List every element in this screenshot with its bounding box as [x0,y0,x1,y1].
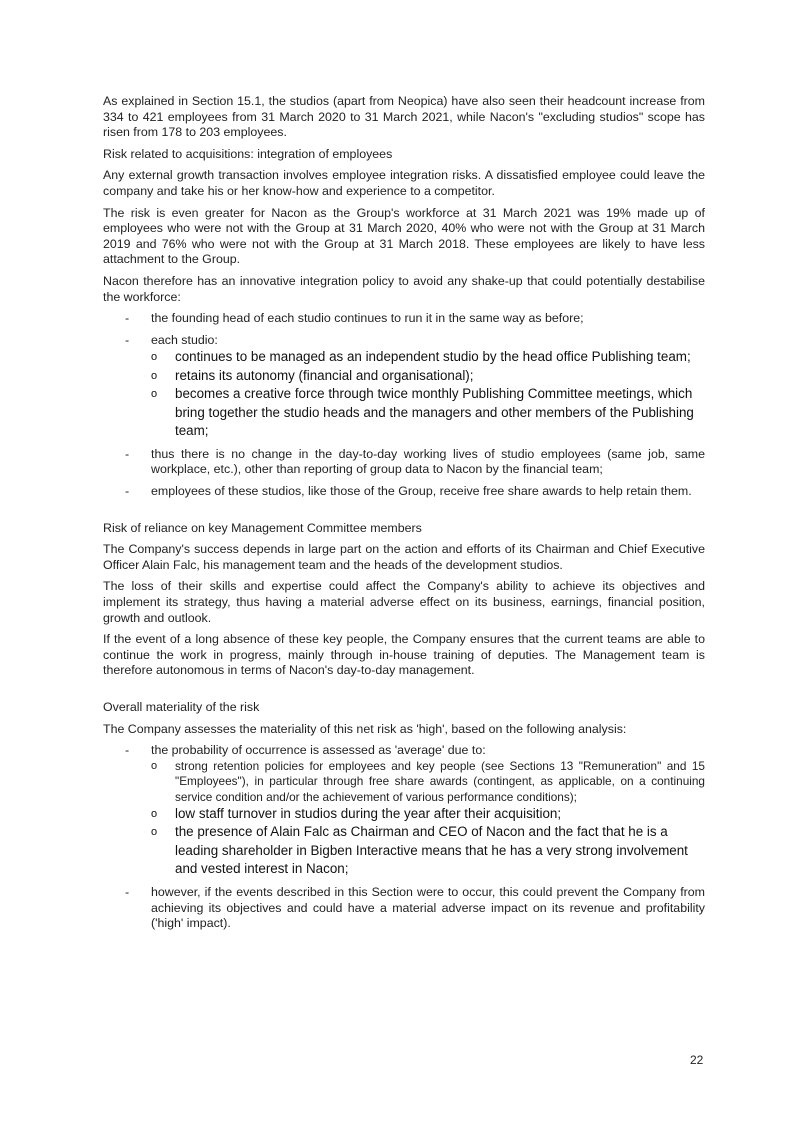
list-item: - employees of these studios, like those of the Group, receive free share awards to help retain them. [125,484,692,498]
paragraph-success: The Company's success depends in large part on the action and efforts of its Chairman and Chief Executive Officer Alain Falc, his management team and the heads of the development studios. [103,542,705,572]
spacer [103,506,705,521]
dash-bullet: - [125,332,130,347]
circle-bullet: o [151,369,158,382]
dash-bullet: - [125,884,130,899]
dash-bullet: - [125,311,130,326]
page-number: 22 [690,1053,704,1067]
paragraph-growth-risk: Any external growth transaction involves employee integration risks. A dissatisfied employee could leave the company and take his or her know-how and experience to a competitor. [103,168,705,198]
dash-bullet: - [125,446,130,461]
circle-bullet: o [151,388,158,401]
paragraph-loss: The loss of their skills and expertise could affect the Company's ability to achieve its objectives and implement its strategy, thus having a material adverse effect on its business, earnings, financial position, growth and outlook. [103,579,705,625]
circle-bullet: o [151,351,158,364]
sub-list-item: o continues to be managed as an independent studio by the head office Publishing team; [151,348,705,367]
heading-integration-risk: Risk related to acquisitions: integration of employees [103,146,393,161]
paragraph-integration-policy: Nacon therefore has an innovative integration policy to avoid any shake-up that could potentially destabilise the workforce: [103,273,705,304]
list-item: - each studio: o continues to be managed as an independent studio by the head office Publishing team; o retains its autonomy (financial and organisational); o becomes a creative force through twice monthly Publishing Committee meetings, which bring together the studio heads and the managers and other members of the Publishing team; [103,333,705,441]
list-item: - however, if the events described in this Section were to occur, this could prevent the Company from achieving its objectives and could have a material adverse impact on its revenue and profitability ('high' impact). [125,884,705,931]
dash-bullet: - [125,743,130,758]
materiality-list [103,743,705,932]
dash-bullet: - [125,484,130,498]
circle-bullet: o [151,807,158,820]
list-item: - the probability of occurrence is assessed as 'average' due to: o strong retention policies for employees and key people (see Sections 13 "Remuneration" and 15 "Employees"), in particular through free share awards (contingent, as applicable, on a continuing service condition and/or the achievement of various performance conditions); o low staff turnover in studios during the year after their acquisition; o the presence of Alain Falc as Chairman and CEO of Nacon and the fact that he is a leading shareholder in Bigben Interactive means that he has a very strong involvement and vested interest in Nacon; [103,743,705,879]
paragraph-absence: If the event of a long absence of these key people, the Company ensures that the current teams are able to continue the work in progress, mainly through in-house training of deputies. The Management team is therefore autonomous in terms of Nacon's day-to-day management. [103,632,705,678]
sub-list-item: o low staff turnover in studios during the year after their acquisition; [151,805,705,824]
integration-policy-list [103,311,705,499]
circle-bullet: o [151,759,158,772]
sub-list-item: o the presence of Alain Falc as Chairman and CEO of Nacon and the fact that he is a leading shareholder in Bigben Interactive means that he has a very strong involvement and vested interest in Nacon; [151,824,688,877]
studio-sublist [151,348,705,441]
paragraph-workforce: The risk is even greater for Nacon as the Group's workforce at 31 March 2021 was 19% made up of employees who were not with the Group at 31 March 2020, 40% who were not with the Group at 31 March 2019 and 76% who were not with the Group at 31 March 2018. These employees are likely to have less attachment to the Group. [103,205,705,267]
paragraph-headcount: As explained in Section 15.1, the studios (apart from Neopica) have also seen their headcount increase from 334 to 421 employees from 31 March 2020 to 31 March 2021, while Nacon's "excluding studios" scope has risen from 178 to 203 employees. [103,94,705,140]
sub-list-item: o strong retention policies for employees and key people (see Sections 13 "Remuneration" and 15 "Employees"), in particular through free share awards (contingent, as applicable, on a continuing service condition and/or the achievement of various performance conditions); [151,758,705,804]
sub-list-item: o retains its autonomy (financial and organisational); [151,367,705,386]
circle-bullet: o [151,826,158,839]
heading-overall-materiality: Overall materiality of the risk [103,699,260,714]
document-page [103,94,705,938]
list-item: - thus there is no change in the day-to-day working lives of studio employees (same job, same workplace, etc.), other than reporting of group data to Nacon by the financial team; [125,446,705,477]
heading-key-members-risk: Risk of reliance on key Management Committee members [103,520,422,535]
probability-sublist [151,759,705,879]
paragraph-materiality: The Company assesses the materiality of this net risk as 'high', based on the following analysis: [103,721,627,736]
sub-list-item: o becomes a creative force through twice monthly Publishing Committee meetings, which bring together the studio heads and the managers and other members of the Publishing team; [151,386,694,439]
spacer [103,685,705,700]
list-item: - the founding head of each studio continues to run it in the same way as before; [125,311,584,326]
